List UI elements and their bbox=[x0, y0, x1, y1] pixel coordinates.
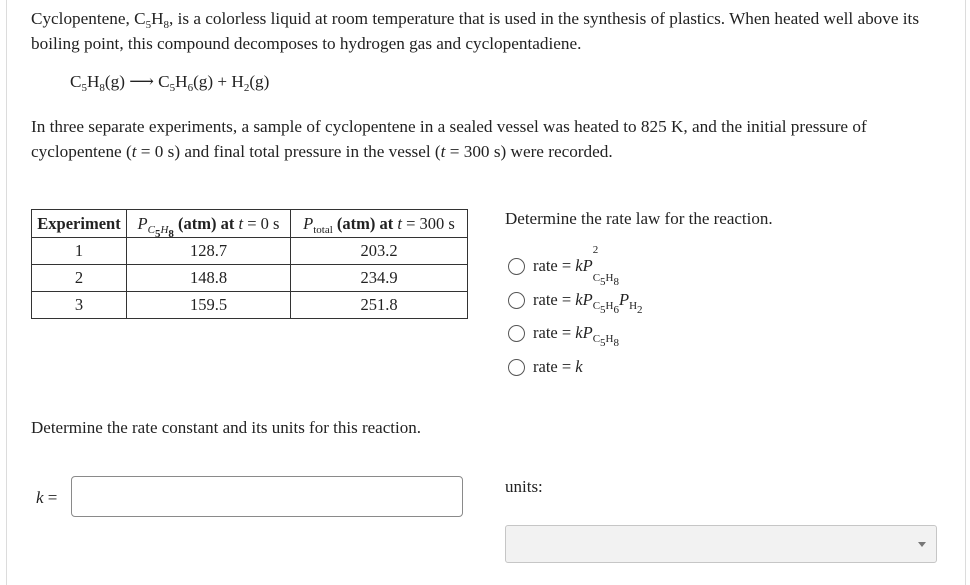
rate-law-option-4[interactable] bbox=[508, 357, 583, 377]
content-frame-right-border bbox=[965, 0, 966, 585]
header-experiment: Experiment bbox=[32, 210, 127, 238]
rate-law-option-3[interactable] bbox=[508, 323, 619, 349]
cell-initial-pressure: 128.7 bbox=[127, 238, 291, 265]
rate-law-option-2[interactable] bbox=[508, 290, 643, 316]
radio-button[interactable] bbox=[508, 359, 525, 376]
intro-paragraph: Cyclopentene, $C_5H_8$, is a colorless liquid at room temperature that is used in the synthesis of plastics. When heated well above its boiling point, this compound decomposes to hydrogen gas and cyclopentadiene. bbox=[31, 9, 920, 53]
reaction-arrow: ⟶ bbox=[129, 72, 154, 91]
header-initial-pressure: $P_{C_5H_8}$ (atm) at t = 0 s bbox=[127, 210, 291, 238]
table-header-row bbox=[32, 210, 468, 238]
chevron-down-icon bbox=[918, 542, 926, 547]
radio-button[interactable] bbox=[508, 292, 525, 309]
radio-button[interactable] bbox=[508, 325, 525, 342]
option-label: rate = k bbox=[533, 357, 583, 376]
cell-experiment: 3 bbox=[32, 292, 127, 319]
table-row bbox=[32, 265, 468, 292]
option-label: rate = $kP_{C_5H_8}$ bbox=[533, 323, 619, 349]
rate-law-question: Determine the rate law for the reaction. bbox=[505, 209, 773, 228]
table-row bbox=[32, 238, 468, 265]
cell-final-pressure: 251.8 bbox=[291, 292, 468, 319]
radio-button[interactable] bbox=[508, 258, 525, 275]
content-frame-left-border bbox=[6, 0, 7, 585]
option-label: rate = $kP_{C_5H_6}P_{H_2}$ bbox=[533, 290, 643, 316]
rate-law-option-1[interactable] bbox=[508, 244, 619, 288]
option-label: rate = kP 2 $_{C_5H_8}$ bbox=[533, 244, 619, 288]
experiment-paragraph: In three separate experiments, a sample of cyclopentene in a sealed vessel was heated to 825 K, and the initial pressure of cyclopentene (t = 0 s) and final total pressure in the vessel (t = 300 s) were recorded. bbox=[31, 117, 867, 161]
table-row bbox=[32, 292, 468, 319]
cell-final-pressure: 234.9 bbox=[291, 265, 468, 292]
k-label: k = bbox=[36, 488, 58, 507]
decomposition-equation: $C_5H_8(g)$ ⟶ $C_5H_6(g) + H_2(g)$ bbox=[70, 72, 270, 94]
cell-initial-pressure: 159.5 bbox=[127, 292, 291, 319]
rate-constant-input[interactable] bbox=[71, 476, 463, 517]
cell-experiment: 2 bbox=[32, 265, 127, 292]
experiment-data-table bbox=[31, 209, 468, 319]
rate-constant-question: Determine the rate constant and its units for this reaction. bbox=[31, 418, 421, 437]
cell-experiment: 1 bbox=[32, 238, 127, 265]
cell-final-pressure: 203.2 bbox=[291, 238, 468, 265]
header-final-pressure: $P_{total}$ (atm) at t = 300 s bbox=[291, 210, 468, 238]
units-dropdown[interactable] bbox=[505, 525, 937, 563]
cell-initial-pressure: 148.8 bbox=[127, 265, 291, 292]
units-label: units: bbox=[505, 477, 543, 496]
